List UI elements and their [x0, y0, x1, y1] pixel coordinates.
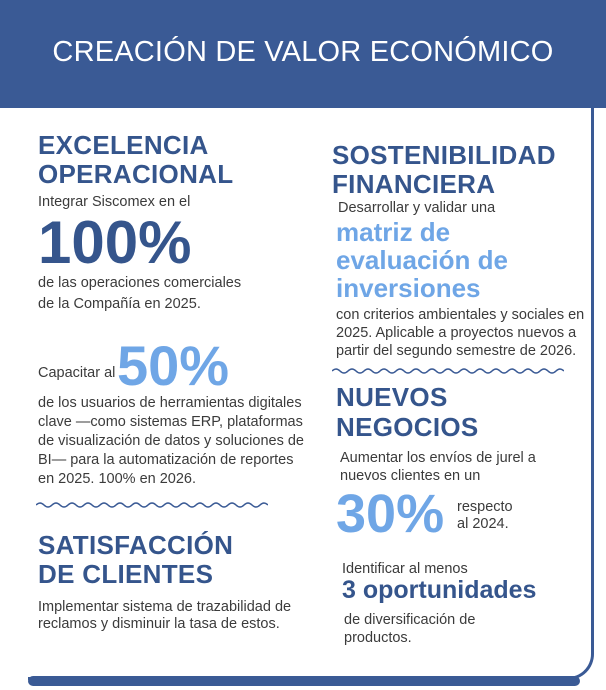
capacitar-line3: de visualización de datos y soluciones de [38, 433, 304, 449]
capacitar-line2: clave —como sistemas ERP, plataformas [38, 414, 303, 430]
nuevos-ident: Identificar al menos [342, 561, 468, 577]
excelencia-big-value: 100% [38, 209, 192, 276]
capacitar-prefix: Capacitar al [38, 365, 116, 381]
satisfaccion-desc-line2: reclamos y disminuir la tasa de estos. [38, 616, 280, 632]
nuevos-title-line1: NUEVOS [336, 382, 448, 412]
page-title: CREACIÓN DE VALOR ECONÓMICO [52, 36, 554, 68]
satisfaccion-desc-line1: Implementar sistema de trazabilidad de [38, 599, 292, 615]
capacitar-line4: BI— para la automatización de reportes [38, 452, 294, 468]
satisfaccion-title-line1: SATISFACCIÓN [38, 530, 234, 560]
sostenibilidad-highlight-line2: evaluación de [336, 245, 508, 275]
nuevos-intro-line2: nuevos clientes en un [340, 468, 481, 484]
capacitar-line1: de los usuarios de herramientas digitales [38, 395, 302, 411]
wave-divider-left [36, 500, 268, 510]
nuevos-suffix-line2: al 2024. [457, 516, 509, 532]
excelencia-desc-line2: de la Compañía en 2025. [38, 296, 201, 312]
nuevos-suffix-line1: respecto [457, 499, 513, 515]
sostenibilidad-desc-line3: partir del segundo semestre de 2026. [336, 343, 577, 359]
nuevos-big-value: 30% [336, 484, 445, 544]
nuevos-opp-desc-line1: de diversificación de [344, 612, 476, 628]
sostenibilidad-intro: Desarrollar y validar una [338, 200, 496, 216]
wave-divider-right [332, 366, 564, 376]
sostenibilidad-highlight-line3: inversiones [336, 273, 481, 303]
sostenibilidad-highlight-line1: matriz de [336, 217, 451, 247]
sostenibilidad-desc-line1: con criterios ambientales y sociales en [336, 307, 585, 323]
nuevos-intro-line1: Aumentar los envíos de jurel a [340, 450, 536, 466]
excelencia-desc-line1: de las operaciones comerciales [38, 275, 242, 291]
nuevos-opp: 3 oportunidades [342, 576, 537, 604]
nuevos-opp-desc-line2: productos. [344, 630, 412, 646]
bottom-bar [28, 676, 580, 686]
excelencia-intro: Integrar Siscomex en el [38, 194, 191, 210]
sostenibilidad-title-line2: FINANCIERA [332, 169, 496, 199]
satisfaccion-title-line2: DE CLIENTES [38, 559, 214, 589]
capacitar-line5: en 2025. 100% en 2026. [38, 471, 197, 487]
excelencia-title-line2: OPERACIONAL [38, 159, 234, 189]
sostenibilidad-desc-line2: 2025. Aplicable a proyectos nuevos a [336, 325, 577, 341]
capacitar-value: 50% [117, 334, 230, 397]
header-banner [0, 0, 606, 108]
nuevos-title-line2: NEGOCIOS [336, 412, 479, 442]
sostenibilidad-title-line1: SOSTENIBILIDAD [332, 140, 556, 170]
excelencia-title-line1: EXCELENCIA [38, 130, 209, 160]
